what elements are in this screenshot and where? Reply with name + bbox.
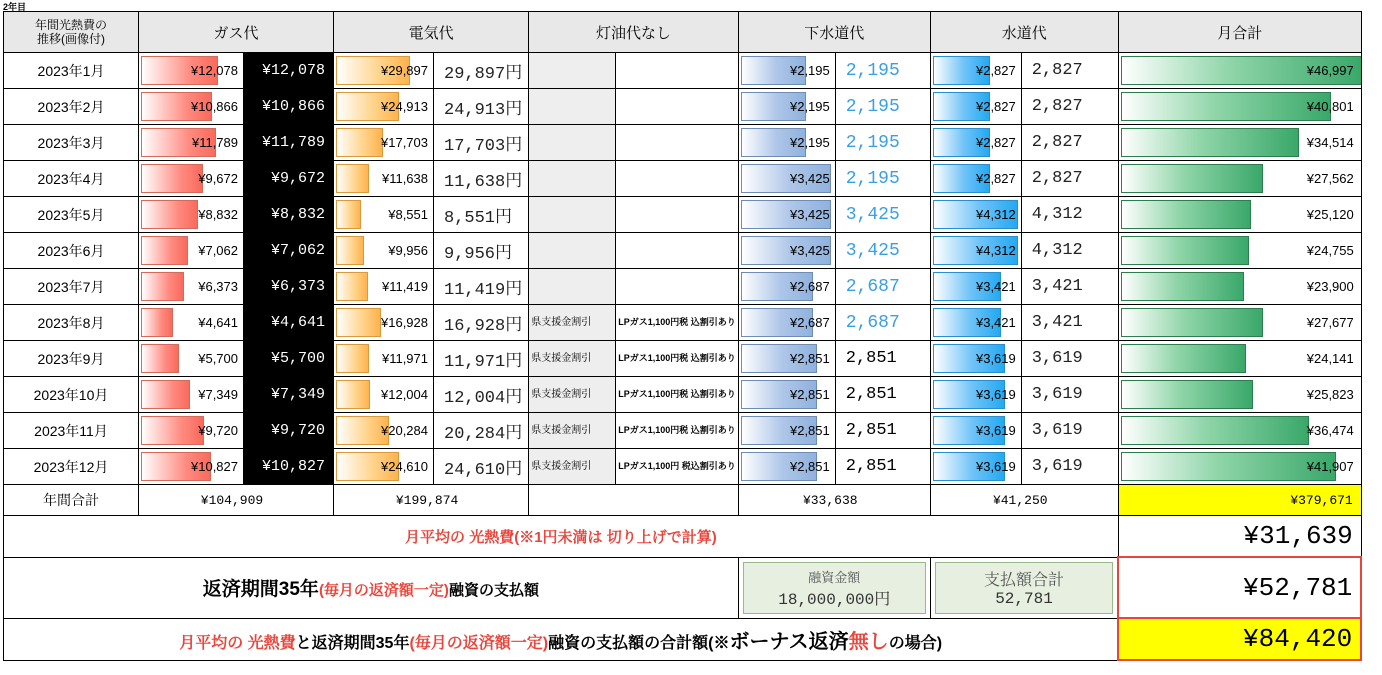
total-bar-value: ¥27,562 (1306, 171, 1354, 186)
payment-total-caption: 支払額合計 (983, 572, 1064, 589)
sewer-bar-value: ¥2,687 (789, 279, 830, 294)
electric-value: 20,284円 (434, 413, 529, 449)
sewer-bar-value: ¥2,195 (789, 99, 830, 114)
sewer-value: 3,425 (835, 197, 930, 233)
gas-bar-cell (139, 377, 244, 413)
total-bar-value: ¥24,141 (1306, 351, 1354, 366)
electric-value: 16,928円 (434, 305, 529, 341)
electric-bar-cell (334, 197, 434, 233)
electric-bar (336, 380, 370, 409)
header-gas: ガス代 (139, 12, 334, 53)
gas-bar-cell (139, 413, 244, 449)
subsidy-tag: 県支援金割引 (529, 341, 616, 377)
row-month-label: 2023年5月 (4, 197, 139, 233)
sewer-bar-value: ¥3,425 (789, 243, 830, 258)
loan-amount-cell (738, 557, 930, 618)
gas-bar-value: ¥8,832 (198, 207, 238, 222)
electric-bar (336, 164, 369, 193)
lpgas-discount-tag (616, 197, 739, 233)
total-bar-value: ¥41,907 (1306, 459, 1354, 474)
subsidy-tag (529, 125, 616, 161)
total-bar (1121, 200, 1251, 229)
electric-bar-value: ¥24,913 (381, 99, 428, 114)
water-bar-value: ¥3,619 (975, 387, 1016, 402)
gas-value: ¥10,866 (244, 89, 334, 125)
sewer-value: 2,687 (835, 305, 930, 341)
gas-bar-value: ¥10,827 (191, 459, 238, 474)
table-row (4, 305, 1362, 341)
water-bar-value: ¥2,827 (975, 171, 1016, 186)
header-electric: 電気代 (334, 12, 529, 53)
water-bar-value: ¥3,619 (975, 351, 1016, 366)
electric-bar-value: ¥20,284 (381, 423, 428, 438)
sewer-bar-value: ¥2,851 (789, 423, 830, 438)
gas-bar (141, 164, 203, 193)
water-value: 2,827 (1021, 161, 1118, 197)
table-row (4, 269, 1362, 305)
gas-bar (141, 272, 184, 301)
sewer-value: 2,851 (835, 413, 930, 449)
total-bar-value: ¥36,474 (1306, 423, 1354, 438)
sewer-bar-cell (738, 341, 835, 377)
water-bar-value: ¥3,421 (975, 315, 1016, 330)
water-bar-cell (930, 449, 1021, 485)
electric-value: 11,638円 (434, 161, 529, 197)
gas-value: ¥9,720 (244, 413, 334, 449)
header-kerosene: 灯油代なし (529, 12, 739, 53)
gas-value: ¥9,672 (244, 161, 334, 197)
total-bar-value: ¥25,823 (1306, 387, 1354, 402)
subsidy-tag: 県支援金割引 (529, 305, 616, 341)
electric-bar-value: ¥11,971 (381, 351, 428, 366)
sewer-bar-cell (738, 377, 835, 413)
sewer-value: 2,195 (835, 53, 930, 89)
total-bar-cell (1118, 413, 1361, 449)
electric-bar-value: ¥16,928 (381, 315, 428, 330)
gas-value: ¥6,373 (244, 269, 334, 305)
water-bar-value: ¥2,827 (975, 135, 1016, 150)
electric-value: 11,971円 (434, 341, 529, 377)
sewer-value: 2,851 (835, 449, 930, 485)
payment-total-value: 52,781 (995, 590, 1053, 608)
loan-payment-label (4, 557, 739, 618)
lpgas-discount-tag (616, 89, 739, 125)
table-row (4, 413, 1362, 449)
header-water: 水道代 (930, 12, 1118, 53)
header-month (4, 12, 139, 53)
sewer-bar-value: ¥2,195 (789, 135, 830, 150)
gas-value: ¥4,641 (244, 305, 334, 341)
gas-bar-cell (139, 161, 244, 197)
total-bar (1121, 92, 1331, 121)
sewer-bar-cell (738, 89, 835, 125)
subsidy-tag (529, 161, 616, 197)
water-value: 3,421 (1021, 269, 1118, 305)
monthly-average-value: ¥31,639 (1118, 516, 1361, 558)
sewer-value: 2,195 (835, 161, 930, 197)
gas-value: ¥7,349 (244, 377, 334, 413)
total-bar-value: ¥40,801 (1306, 99, 1354, 114)
gas-bar-value: ¥10,866 (191, 99, 238, 114)
loan-term-text: 返済期間35年 (202, 579, 319, 600)
total-bar (1121, 380, 1254, 409)
annual-total-sewer: ¥33,638 (738, 485, 930, 516)
total-bar (1121, 272, 1244, 301)
lpgas-discount-tag: LPガス1,100円税 込割引あり (616, 377, 739, 413)
row-month-label: 2023年1月 (4, 53, 139, 89)
electric-bar-cell (334, 233, 434, 269)
electric-bar-cell (334, 305, 434, 341)
total-bar-value: ¥46,997 (1306, 63, 1354, 78)
electric-value: 9,956円 (434, 233, 529, 269)
water-value: 2,827 (1021, 53, 1118, 89)
electric-bar-cell (334, 269, 434, 305)
water-bar-cell (930, 305, 1021, 341)
water-bar-cell (930, 161, 1021, 197)
gas-bar (141, 200, 198, 229)
water-value: 3,421 (1021, 305, 1118, 341)
lpgas-discount-tag (616, 233, 739, 269)
gas-bar (141, 416, 204, 445)
loan-amount-value: 18,000,000円 (778, 590, 891, 609)
row-month-label: 2023年3月 (4, 125, 139, 161)
gas-value: ¥12,078 (244, 53, 334, 89)
table-row (4, 377, 1362, 413)
total-bar-cell (1118, 233, 1361, 269)
electric-bar-cell (334, 89, 434, 125)
electric-bar (336, 128, 383, 157)
row-month-label: 2023年6月 (4, 233, 139, 269)
sewer-bar-value: ¥2,851 (789, 351, 830, 366)
gas-bar-value: ¥9,720 (198, 423, 238, 438)
total-bar (1121, 164, 1263, 193)
water-value: 3,619 (1021, 341, 1118, 377)
gas-value: ¥5,700 (244, 341, 334, 377)
total-bar (1121, 128, 1300, 157)
table-row (4, 341, 1362, 377)
row-month-label: 2023年12月 (4, 449, 139, 485)
utility-cost-table (3, 11, 1362, 661)
subsidy-tag (529, 53, 616, 89)
total-bar-cell (1118, 89, 1361, 125)
electric-bar (336, 344, 369, 373)
electric-bar-value: ¥11,638 (381, 171, 428, 186)
header-sewer: 下水道代 (738, 12, 930, 53)
water-bar-cell (930, 233, 1021, 269)
total-bar-cell (1118, 305, 1361, 341)
gas-value: ¥10,827 (244, 449, 334, 485)
water-value: 4,312 (1021, 197, 1118, 233)
lpgas-discount-tag: LPガス1,100円税 込割引あり (616, 341, 739, 377)
electric-bar (336, 308, 381, 337)
water-bar-value: ¥3,421 (975, 279, 1016, 294)
total-bar-cell (1118, 53, 1361, 89)
water-value: 3,619 (1021, 449, 1118, 485)
grand-total-seg5: ボーナス返済 (729, 630, 849, 653)
lpgas-discount-tag (616, 269, 739, 305)
gas-bar (141, 236, 188, 265)
sheet-note: 2年目 (3, 2, 27, 12)
total-bar-cell (1118, 197, 1361, 233)
electric-value: 24,913円 (434, 89, 529, 125)
electric-bar-cell (334, 53, 434, 89)
grand-total-seg7: の場合) (888, 634, 943, 652)
gas-bar-cell (139, 89, 244, 125)
sewer-bar-cell (738, 53, 835, 89)
table-row (4, 233, 1362, 269)
gas-bar-value: ¥12,078 (191, 63, 238, 78)
gas-bar (141, 344, 179, 373)
total-bar-value: ¥27,677 (1306, 315, 1354, 330)
water-value: 2,827 (1021, 125, 1118, 161)
grand-total-row (4, 618, 1362, 660)
gas-bar (141, 380, 190, 409)
sewer-bar-cell (738, 449, 835, 485)
total-bar-value: ¥23,900 (1306, 279, 1354, 294)
water-value: 3,619 (1021, 377, 1118, 413)
loan-amount-caption: 融資金額 (808, 569, 861, 585)
water-bar-value: ¥3,619 (975, 459, 1016, 474)
table-row (4, 53, 1362, 89)
gas-bar-cell (139, 449, 244, 485)
grand-total-seg2: と返済期間35年 (295, 634, 410, 652)
total-bar (1121, 308, 1263, 337)
gas-bar-value: ¥9,672 (198, 171, 238, 186)
sewer-bar-value: ¥3,425 (789, 171, 830, 186)
table-body (4, 53, 1362, 661)
row-month-label: 2023年8月 (4, 305, 139, 341)
water-bar-cell (930, 125, 1021, 161)
loan-payment-row (4, 557, 1362, 618)
water-value: 3,619 (1021, 413, 1118, 449)
electric-bar (336, 236, 364, 265)
gas-bar-cell (139, 269, 244, 305)
lpgas-discount-tag: LPガス1,100円 税込割引あり (616, 449, 739, 485)
sewer-value: 3,425 (835, 233, 930, 269)
gas-bar-cell (139, 341, 244, 377)
gas-bar-value: ¥4,641 (198, 315, 238, 330)
monthly-average-row (4, 516, 1362, 558)
grand-total-seg6: 無し (848, 630, 889, 653)
subsidy-tag (529, 197, 616, 233)
row-month-label: 2023年10月 (4, 377, 139, 413)
annual-total-row (4, 485, 1362, 516)
gas-bar (141, 308, 173, 337)
electric-bar-cell (334, 125, 434, 161)
electric-bar-value: ¥9,956 (388, 243, 428, 258)
subsidy-tag: 県支援金割引 (529, 449, 616, 485)
subsidy-tag (529, 233, 616, 269)
sewer-bar-cell (738, 125, 835, 161)
sewer-bar-value: ¥2,195 (789, 63, 830, 78)
total-bar-cell (1118, 269, 1361, 305)
table-row (4, 89, 1362, 125)
water-bar-cell (930, 341, 1021, 377)
loan-fixed-note: (毎月の返済額一定) (318, 582, 449, 599)
loan-amount-box (743, 562, 926, 614)
sewer-bar-value: ¥2,851 (789, 459, 830, 474)
water-bar-cell (930, 89, 1021, 125)
sewer-bar-cell (738, 233, 835, 269)
gas-bar-value: ¥6,373 (198, 279, 238, 294)
total-bar-cell (1118, 125, 1361, 161)
grand-total-label (4, 618, 1119, 660)
gas-bar-value: ¥7,062 (198, 243, 238, 258)
total-bar (1121, 344, 1246, 373)
total-bar-cell (1118, 161, 1361, 197)
electric-bar-value: ¥24,610 (381, 459, 428, 474)
electric-bar-value: ¥11,419 (381, 279, 428, 294)
total-bar (1121, 236, 1249, 265)
annual-total-kerosene (529, 485, 739, 516)
header-month-line2: 推移(画像付) (37, 32, 105, 46)
annual-total-gas: ¥104,909 (139, 485, 334, 516)
electric-bar-value: ¥29,897 (381, 63, 428, 78)
water-bar-value: ¥2,827 (975, 63, 1016, 78)
annual-total-label: 年間合計 (4, 485, 139, 516)
annual-total-water: ¥41,250 (930, 485, 1118, 516)
electric-bar-value: ¥17,703 (381, 135, 428, 150)
sewer-value: 2,195 (835, 125, 930, 161)
total-bar-value: ¥24,755 (1306, 243, 1354, 258)
electric-value: 24,610円 (434, 449, 529, 485)
gas-value: ¥7,062 (244, 233, 334, 269)
gas-value: ¥11,789 (244, 125, 334, 161)
electric-value: 12,004円 (434, 377, 529, 413)
electric-value: 29,897円 (434, 53, 529, 89)
water-bar-value: ¥4,312 (975, 243, 1016, 258)
gas-bar-cell (139, 305, 244, 341)
electric-bar-cell (334, 161, 434, 197)
table-header-row (4, 12, 1362, 53)
row-month-label: 2023年2月 (4, 89, 139, 125)
sewer-bar-cell (738, 197, 835, 233)
water-bar-cell (930, 269, 1021, 305)
total-bar-cell (1118, 341, 1361, 377)
sewer-bar-value: ¥3,425 (789, 207, 830, 222)
header-month-line1: 年間光熱費の (34, 17, 107, 32)
sewer-value: 2,851 (835, 377, 930, 413)
water-bar-cell (930, 377, 1021, 413)
sewer-bar-value: ¥2,687 (789, 315, 830, 330)
water-bar-cell (930, 413, 1021, 449)
electric-value: 17,703円 (434, 125, 529, 161)
grand-total-seg1: 月平均の 光熱費 (179, 634, 296, 652)
row-month-label: 2023年11月 (4, 413, 139, 449)
table-row (4, 161, 1362, 197)
electric-value: 8,551円 (434, 197, 529, 233)
table-row (4, 197, 1362, 233)
table-row (4, 125, 1362, 161)
water-bar-cell (930, 197, 1021, 233)
water-bar-value: ¥4,312 (975, 207, 1016, 222)
gas-bar-cell (139, 125, 244, 161)
lpgas-discount-tag (616, 161, 739, 197)
lpgas-discount-tag (616, 53, 739, 89)
payment-total-box (935, 562, 1114, 614)
water-value: 4,312 (1021, 233, 1118, 269)
total-bar-value: ¥25,120 (1306, 207, 1354, 222)
electric-bar-value: ¥8,551 (388, 207, 428, 222)
total-bar-cell (1118, 377, 1361, 413)
sewer-value: 2,687 (835, 269, 930, 305)
sewer-value: 2,851 (835, 341, 930, 377)
gas-bar-value: ¥11,789 (191, 135, 238, 150)
electric-bar-cell (334, 341, 434, 377)
total-bar (1121, 416, 1309, 445)
lpgas-discount-tag: LPガス1,100円税 込割引あり (616, 305, 739, 341)
gas-bar-value: ¥7,349 (198, 387, 238, 402)
loan-payment-text: 融資の支払額 (448, 582, 539, 599)
payment-total-cell (930, 557, 1118, 618)
lpgas-discount-tag: LPガス1,100円税 込割引あり (616, 413, 739, 449)
annual-grand-total: ¥379,671 (1118, 485, 1361, 516)
gas-bar-value: ¥5,700 (198, 351, 238, 366)
table-row (4, 449, 1362, 485)
grand-total-seg3: (毎月の返済額一定) (409, 634, 549, 652)
total-bar (1121, 452, 1336, 481)
sewer-bar-cell (738, 269, 835, 305)
gas-value: ¥8,832 (244, 197, 334, 233)
monthly-average-label: 月平均の 光熱費(※1円未満は 切り上げで計算) (4, 516, 1119, 558)
sewer-value: 2,195 (835, 89, 930, 125)
electric-bar-cell (334, 413, 434, 449)
grand-total-value: ¥84,420 (1118, 618, 1361, 660)
sewer-bar-cell (738, 413, 835, 449)
sewer-bar-cell (738, 161, 835, 197)
total-bar-value: ¥34,514 (1306, 135, 1354, 150)
gas-bar-cell (139, 197, 244, 233)
lpgas-discount-tag (616, 125, 739, 161)
water-bar-value: ¥2,827 (975, 99, 1016, 114)
sewer-bar-value: ¥2,851 (789, 387, 830, 402)
electric-bar (336, 200, 361, 229)
subsidy-tag (529, 269, 616, 305)
loan-monthly-payment-value: ¥52,781 (1118, 557, 1361, 618)
grand-total-seg4: 融資の支払額の合計額(※ (548, 634, 730, 652)
subsidy-tag (529, 89, 616, 125)
electric-bar-value: ¥12,004 (381, 387, 428, 402)
row-month-label: 2023年4月 (4, 161, 139, 197)
water-value: 2,827 (1021, 89, 1118, 125)
water-bar-cell (930, 53, 1021, 89)
water-bar-value: ¥3,619 (975, 423, 1016, 438)
electric-bar-cell (334, 449, 434, 485)
subsidy-tag: 県支援金割引 (529, 377, 616, 413)
row-month-label: 2023年7月 (4, 269, 139, 305)
electric-bar (336, 272, 368, 301)
row-month-label: 2023年9月 (4, 341, 139, 377)
sewer-bar-cell (738, 305, 835, 341)
gas-bar-cell (139, 233, 244, 269)
total-bar-cell (1118, 449, 1361, 485)
gas-bar-cell (139, 53, 244, 89)
electric-value: 11,419円 (434, 269, 529, 305)
electric-bar-cell (334, 377, 434, 413)
subsidy-tag: 県支援金割引 (529, 413, 616, 449)
header-monthly-total: 月合計 (1118, 12, 1361, 53)
annual-total-electric: ¥199,874 (334, 485, 529, 516)
